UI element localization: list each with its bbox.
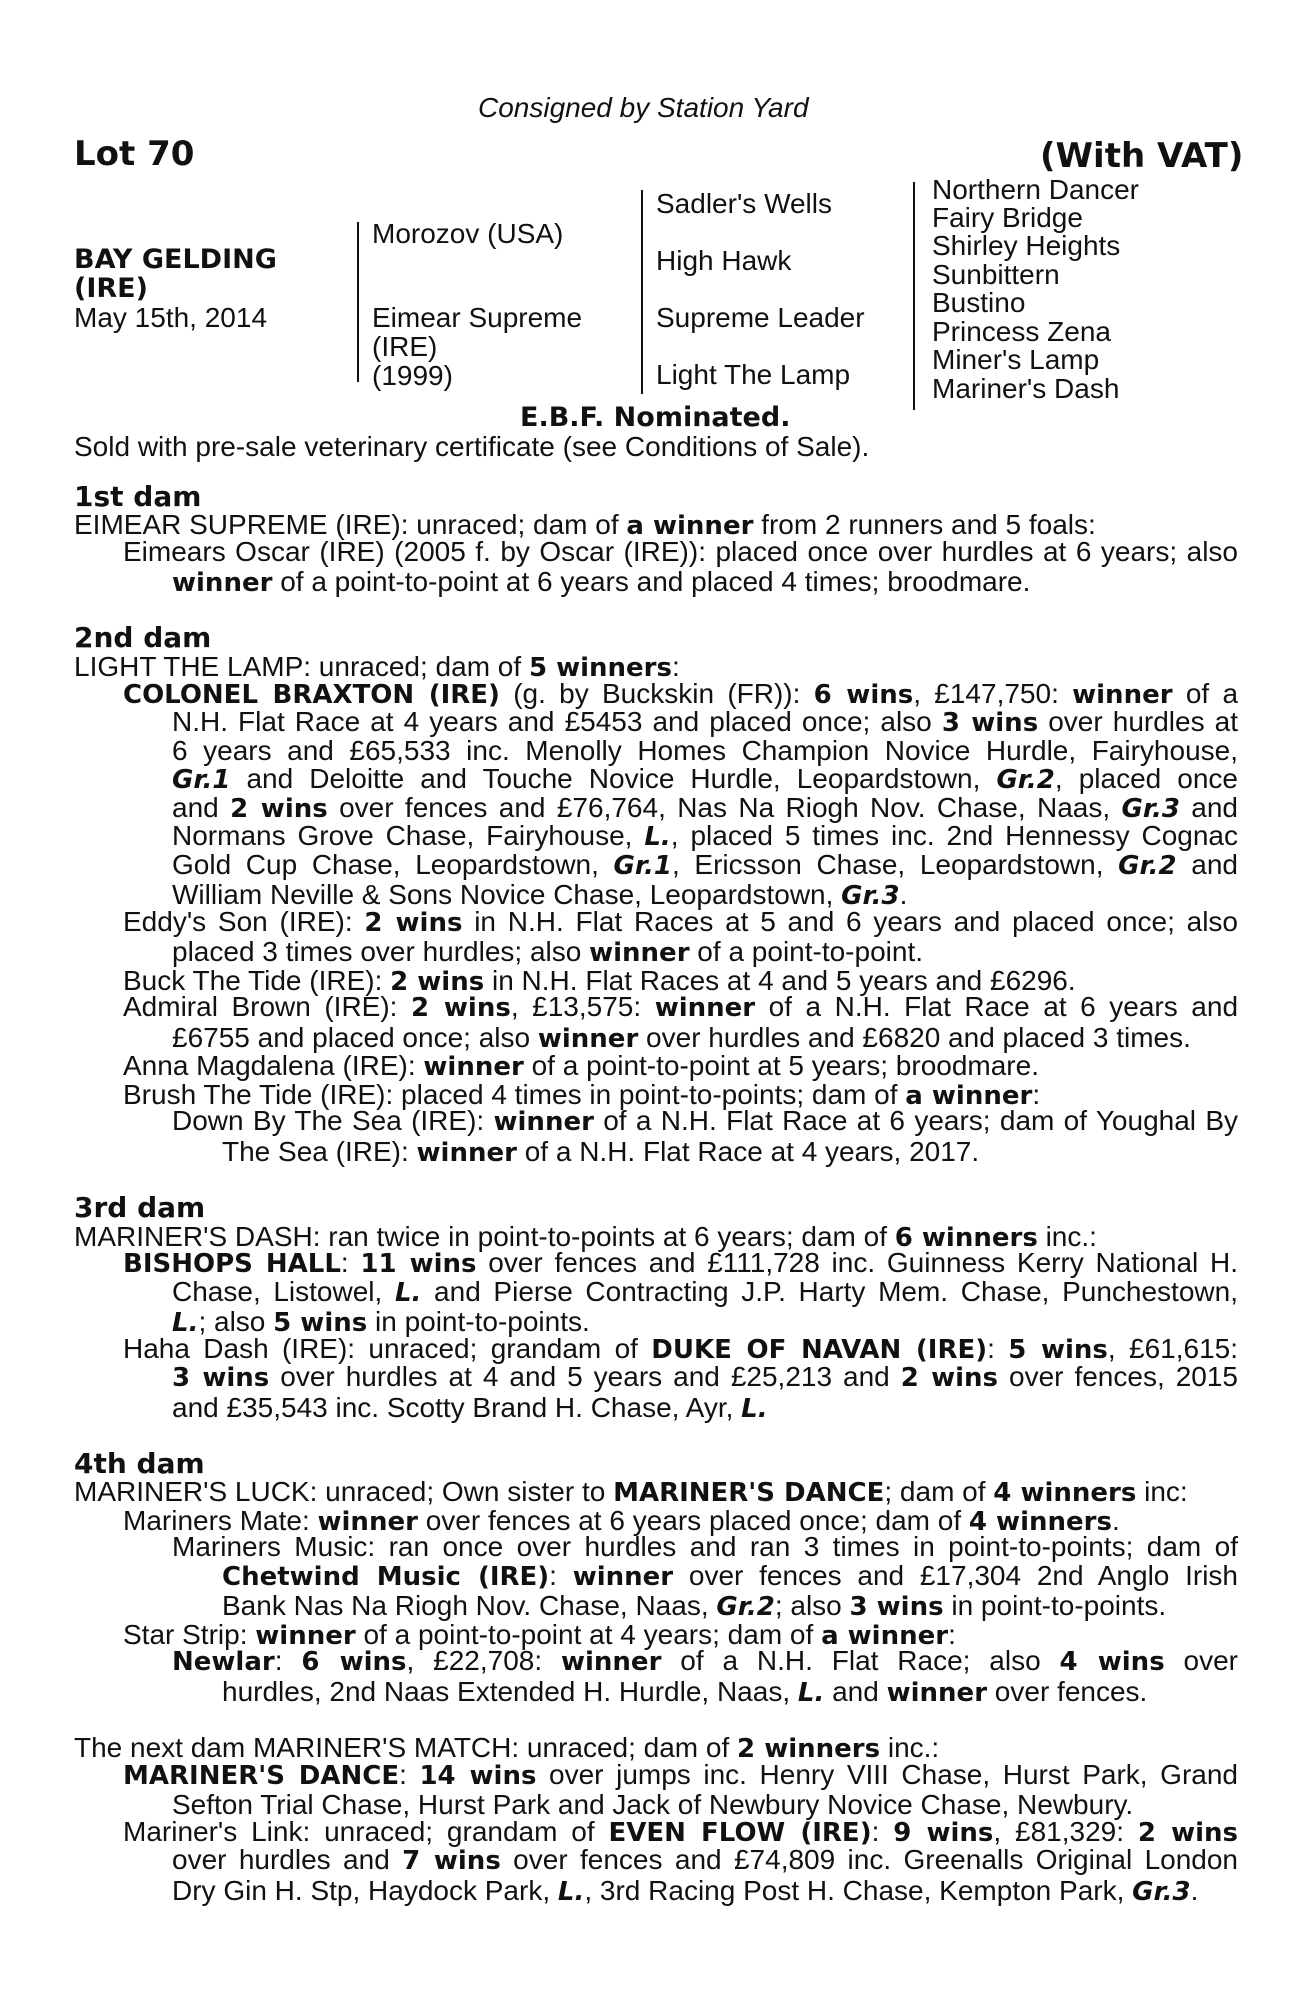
gen3-4: Sunbittern bbox=[932, 259, 1060, 290]
dam2-produce-line: Admiral Brown (IRE): 2 wins, £13,575: winner of a N.H. Flat Race at 6 years and bbox=[123, 993, 1238, 1023]
dam2-produce-line: Anna Magdalena (IRE): winner of a point-to-point at 5 years; broodmare. bbox=[123, 1050, 1039, 1082]
sire: Morozov (USA) bbox=[372, 218, 564, 249]
dam4-produce-line: Star Strip: winner of a point-to-point at 4 years; dam of a winner: bbox=[123, 1619, 956, 1651]
next-dam-produce-line: over hurdles and 7 wins over fences and £74,809 inc. Greenalls Original London bbox=[172, 1846, 1238, 1876]
vat-label: (With VAT) bbox=[1040, 136, 1244, 176]
ebf-nominated: E.B.F. Nominated. bbox=[520, 402, 791, 433]
section-heading-3rd-dam: 3rd dam bbox=[74, 1191, 206, 1224]
dam2-produce-line: 6 years and £65,533 inc. Menolly Homes Champion Novice Hurdle, Fairyhouse, bbox=[172, 737, 1238, 766]
granddam-dam-side: Light The Lamp bbox=[656, 359, 851, 390]
dam4-produce-line: Chetwind Music (IRE): winner over fences and £17,304 2nd Anglo Irish bbox=[222, 1562, 1238, 1592]
dam1-summary: EIMEAR SUPREME (IRE): unraced; dam of a winner from 2 runners and 5 foals: bbox=[74, 509, 1096, 541]
horse-type: BAY GELDING bbox=[74, 244, 277, 275]
dam4-produce-line: Bank Nas Na Riogh Nov. Chase, Naas, Gr.2; also 3 wins in point-to-points. bbox=[222, 1590, 1167, 1622]
dam1-produce-line: winner of a point-to-point at 6 years and placed 4 times; broodmare. bbox=[172, 566, 1031, 598]
dam2-produce-line: Down By The Sea (IRE): winner of a N.H. Flat Race at 6 years; dam of Youghal By bbox=[172, 1107, 1238, 1137]
next-dam-produce-line: Dry Gin H. Stp, Haydock Park, L., 3rd Racing Post H. Chase, Kempton Park, Gr.3. bbox=[172, 1875, 1199, 1907]
dam3-produce-line: Haha Dash (IRE): unraced; grandam of DUKE OF NAVAN (IRE): 5 wins, £61,615: bbox=[123, 1335, 1238, 1365]
dam-year: (1999) bbox=[372, 360, 453, 391]
dam4-produce-line: Mariners Music: ran once over hurdles and ran 3 times in point-to-points; dam of bbox=[172, 1533, 1238, 1562]
dam2-produce-line: N.H. Flat Race at 4 years and £5453 and placed once; also 3 wins over hurdles at bbox=[172, 708, 1238, 738]
dam4-produce-line: Mariners Mate: winner over fences at 6 years placed once; dam of 4 winners. bbox=[123, 1505, 1120, 1537]
dam4-produce-line: hurdles, 2nd Naas Extended H. Hurdle, Naas, L. and winner over fences. bbox=[222, 1676, 1148, 1708]
gen3-8: Mariner's Dash bbox=[932, 373, 1120, 404]
pedigree-divider-2 bbox=[641, 190, 643, 394]
dam4-summary: MARINER'S LUCK: unraced; Own sister to MARINER'S DANCE; dam of 4 winners inc: bbox=[74, 1476, 1188, 1508]
dam2-produce-line: Gold Cup Chase, Leopardstown, Gr.1, Ericsson Chase, Leopardstown, Gr.2 and bbox=[172, 851, 1238, 881]
gen3-5: Bustino bbox=[932, 287, 1026, 318]
pedigree-divider-3 bbox=[913, 182, 915, 410]
dam2-summary: LIGHT THE LAMP: unraced; dam of 5 winners: bbox=[74, 651, 680, 683]
horse-origin: (IRE) bbox=[74, 273, 148, 304]
dam3-produce-line: BISHOPS HALL: 11 wins over fences and £111,728 inc. Guinness Kerry National H. bbox=[123, 1249, 1238, 1279]
next-dam-produce-line: MARINER'S DANCE: 14 wins over jumps inc. Henry VIII Chase, Hurst Park, Grand bbox=[123, 1761, 1238, 1791]
grandsire-sire-side: Sadler's Wells bbox=[656, 188, 832, 219]
dam4-produce-line: Newlar: 6 wins, £22,708: winner of a N.H. Flat Race; also 4 wins over bbox=[172, 1647, 1238, 1677]
dam-origin: (IRE) bbox=[372, 331, 438, 362]
granddam-sire-side: High Hawk bbox=[656, 245, 792, 276]
grandsire-dam-side: Supreme Leader bbox=[656, 302, 865, 333]
dam2-produce-line: £6755 and placed once; also winner over hurdles and £6820 and placed 3 times. bbox=[172, 1022, 1191, 1054]
next-dam-produce-line: Mariner's Link: unraced; grandam of EVEN FLOW (IRE): 9 wins, £81,329: 2 wins bbox=[123, 1818, 1238, 1848]
dam1-produce-line: Eimears Oscar (IRE) (2005 f. by Oscar (IRE)): placed once over hurdles at 6 years; also bbox=[123, 538, 1238, 567]
next-dam-produce-line: Sefton Trial Chase, Hurst Park and Jack of Newbury Novice Chase, Newbury. bbox=[172, 1789, 1134, 1820]
dam2-produce-line: and 2 wins over fences and £76,764, Nas Na Riogh Nov. Chase, Naas, Gr.3 and bbox=[172, 794, 1238, 824]
section-heading-4th-dam: 4th dam bbox=[74, 1447, 205, 1480]
dam2-produce-line: placed 3 times over hurdles; also winner of a point-to-point. bbox=[172, 936, 924, 968]
next-dam-summary: The next dam MARINER'S MATCH: unraced; dam of 2 winners inc.: bbox=[74, 1732, 940, 1764]
consignor-line: Consigned by Station Yard bbox=[478, 92, 809, 123]
gen3-7: Miner's Lamp bbox=[932, 344, 1100, 375]
lot-number: Lot 70 bbox=[74, 134, 195, 174]
foaling-date: May 15th, 2014 bbox=[74, 302, 268, 333]
dam3-produce-line: 3 wins over hurdles at 4 and 5 years and £25,213 and 2 wins over fences, 2015 bbox=[172, 1363, 1238, 1393]
dam2-produce-line: Brush The Tide (IRE): placed 4 times in point-to-points; dam of a winner: bbox=[123, 1079, 1041, 1111]
dam2-produce-line: COLONEL BRAXTON (IRE) (g. by Buckskin (FR)): 6 wins, £147,750: winner of a bbox=[123, 680, 1238, 710]
section-heading-1st-dam: 1st dam bbox=[74, 480, 202, 513]
dam2-produce-line: Buck The Tide (IRE): 2 wins in N.H. Flat Races at 4 and 5 years and £6296. bbox=[123, 965, 1076, 997]
gen3-6: Princess Zena bbox=[932, 316, 1111, 347]
dam-name: Eimear Supreme bbox=[372, 302, 583, 333]
section-heading-2nd-dam: 2nd dam bbox=[74, 621, 212, 654]
dam2-produce-line: The Sea (IRE): winner of a N.H. Flat Race at 4 years, 2017. bbox=[222, 1136, 980, 1168]
dam3-produce-line: Chase, Listowel, L. and Pierse Contracting J.P. Harty Mem. Chase, Punchestown, bbox=[172, 1278, 1238, 1308]
vet-certificate-note: Sold with pre-sale veterinary certificate (see Conditions of Sale). bbox=[74, 431, 870, 462]
gen3-3: Shirley Heights bbox=[932, 230, 1121, 261]
dam2-produce-line: Normans Grove Chase, Fairyhouse, L., placed 5 times inc. 2nd Hennessy Cognac bbox=[172, 822, 1238, 852]
pedigree-divider-1 bbox=[357, 222, 359, 382]
dam2-produce-line: Eddy's Son (IRE): 2 wins in N.H. Flat Races at 5 and 6 years and placed once; also bbox=[123, 908, 1238, 938]
gen3-1: Northern Dancer bbox=[932, 174, 1139, 205]
dam2-produce-line: Gr.1 and Deloitte and Touche Novice Hurdle, Leopardstown, Gr.2, placed once bbox=[172, 765, 1238, 795]
dam3-produce-line: and £35,543 inc. Scotty Brand H. Chase, Ayr, L. bbox=[172, 1392, 768, 1424]
dam3-produce-line: L.; also 5 wins in point-to-points. bbox=[172, 1306, 590, 1338]
gen3-2: Fairy Bridge bbox=[932, 202, 1083, 233]
dam3-summary: MARINER'S DASH: ran twice in point-to-points at 6 years; dam of 6 winners inc.: bbox=[74, 1221, 1097, 1253]
dam2-produce-line: William Neville & Sons Novice Chase, Leopardstown, Gr.3. bbox=[172, 879, 908, 911]
